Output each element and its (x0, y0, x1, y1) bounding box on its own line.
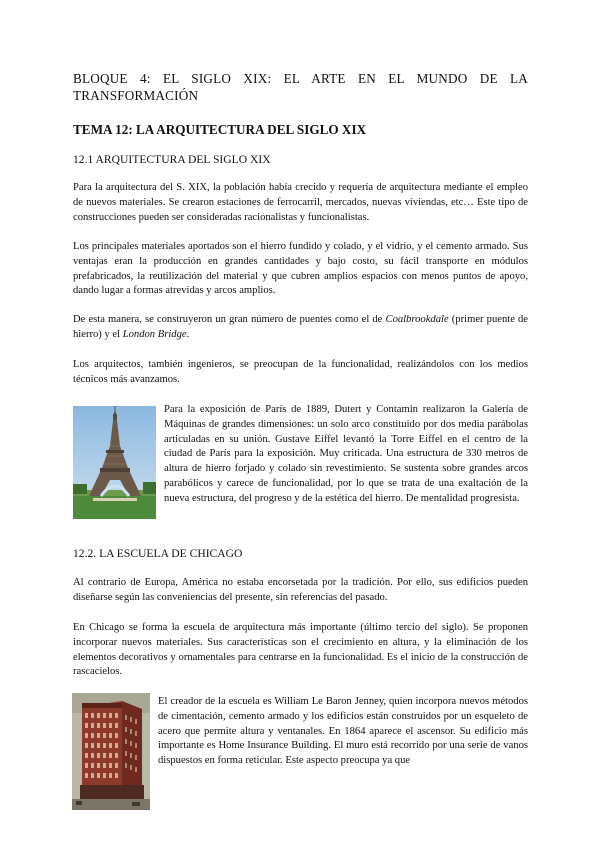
section-2-paragraph-1: Al contrario de Europa, América no estaba encorsetada por la tradición. Por ello, sus edificios pueden diseñarse según las conveniencias del presente, sin referencias del pasado. (73, 577, 528, 603)
section-1-paragraph-5: Para la exposición de París de 1889, Dutert y Contamin realizaron la Galería de Máquinas de grandes dimensiones: un solo arco constituido por dos media parábolas articuladas en su unión. Gustave Eiffel levantó la Torre Eiffel en el centro de la ciudad de París para la exposición. Muy criticada. Una estructura de 330 metros de altura de hierro forjado y colado sin revestimiento. Se sustenta sobre grandes arcos parabólicos y carece de funcionalidad, por lo que se trata de una exaltación de la nueva estructura, del progreso y de la estética del hierro. De mentalidad progresista. (164, 404, 528, 504)
section-1-paragraph-1: Para la arquitectura del S. XIX, la población había crecido y requería de arquitectura mediante el empleo de nuevos materiales. Se crearon estaciones de ferrocarril, mercados, nuevas viviendas, etc… Este tipo de construcciones pueden ser consideradas racionalistas y funcionalistas. (73, 182, 528, 223)
london-bridge-term: London Bridge (122, 328, 187, 340)
section-1-heading: 12.1 ARQUITECTURA DEL SIGLO XIX (73, 153, 271, 166)
section-1-paragraph-2: Los principales materiales aportados son el hierro fundido y colado, y el vidrio, y el cemento armado. Sus ventajas eran la producción en grandes cantidades y bajo costo, su fácil transporte en módulos prefabricados, la reutilización del material y que cubren amplios espacios con menos puntos de apoyo, dando lugar a formas atrevidas y arcos amplios. (73, 241, 528, 297)
section-2-paragraph-2: En Chicago se forma la escuela de arquitectura más importante (último tercio del siglo). Se proponen incorporar nuevos materiales. Sus características son el crecimiento en altura, y la eliminación de los elementos decorativos y ornamentales para centrarse en la funcionalidad. Es el inicio de la construcción de rascacielos. (73, 622, 528, 678)
eiffel-tower-image (73, 406, 156, 519)
topic-title: TEMA 12: LA ARQUITECTURA DEL SIGLO XIX (73, 122, 367, 137)
section-1-paragraph-4: Los arquitectos, también ingenieros, se preocupan de la funcionalidad, realizándolos con los medios técnicos más avanzamos. (73, 359, 528, 385)
block-title: BLOQUE 4: EL SIGLO XIX: EL ARTE EN EL MUNDO DE LA TRANSFORMACIÓN (73, 71, 528, 103)
chicago-building-image (72, 693, 150, 810)
coalbrookdale-term: Coalbrookdale (385, 314, 449, 325)
section-1-paragraph-3: De esta manera, se construyeron un gran número de puentes como el de Coalbrookdale (primer puente de hierro) y el London Bridge. (73, 314, 528, 340)
section-2-paragraph-3: El creador de la escuela es William Le Baron Jenney, quien incorpora nuevos métodos de cimentación, cemento armado y los edificios están construidos por un esqueleto de acero que permite altura y ventanales. En 1864 aparece el ascensor. Su edificio más importante es Home Insurance Building. El muro está recorrido por una serie de vanos dispuestos en forma reticular. Este aspecto preocupa ya que (158, 696, 528, 767)
section-2-heading: 12.2. LA ESCUELA DE CHICAGO (73, 547, 243, 560)
